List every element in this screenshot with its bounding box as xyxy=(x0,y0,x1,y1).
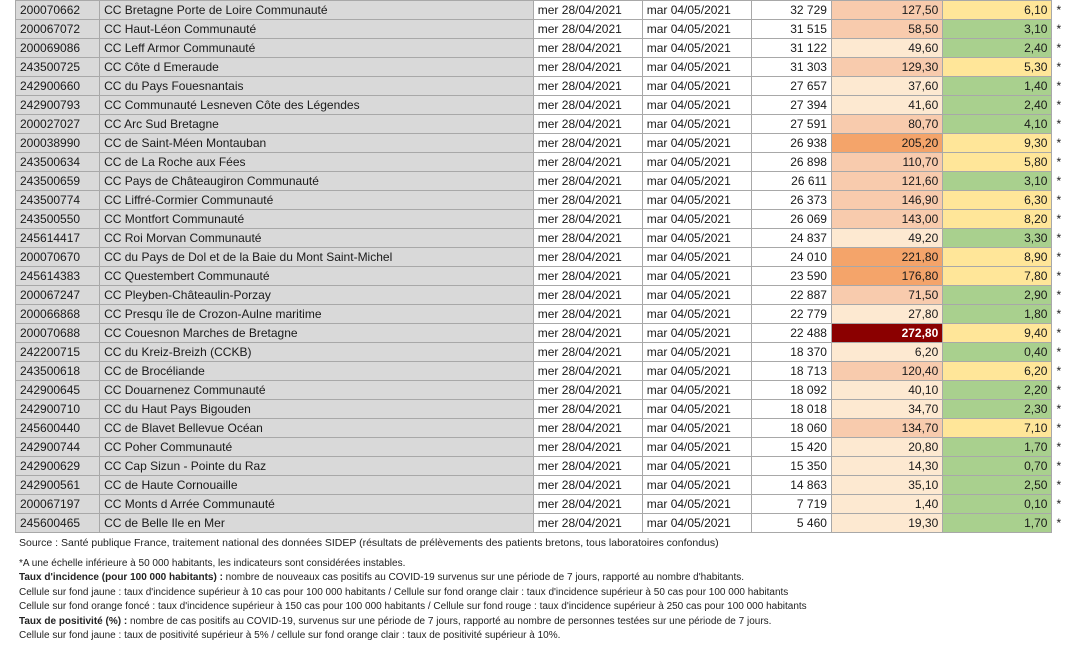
table-row xyxy=(16,248,1074,267)
epci-name-cell: CC du Haut Pays Bigouden xyxy=(100,400,534,419)
epci-code-cell: 243500774 xyxy=(16,191,100,210)
epci-code-cell: 200066868 xyxy=(16,305,100,324)
epci-name-cell: CC Arc Sud Bretagne xyxy=(100,115,534,134)
positivity-rate-cell: 7,80 xyxy=(943,267,1052,286)
start-date-cell: mer 28/04/2021 xyxy=(533,267,642,286)
table-row xyxy=(16,343,1074,362)
end-date-cell: mar 04/05/2021 xyxy=(642,476,751,495)
start-date-cell: mer 28/04/2021 xyxy=(533,229,642,248)
table-row xyxy=(16,210,1074,229)
incidence-rate-cell: 120,40 xyxy=(831,362,942,381)
epci-code-cell: 200038990 xyxy=(16,134,100,153)
positivity-rate-cell: 3,30 xyxy=(943,229,1052,248)
positivity-rate-cell: 0,10 xyxy=(943,495,1052,514)
start-date-cell: mer 28/04/2021 xyxy=(533,495,642,514)
incidence-rate-cell: 49,20 xyxy=(831,229,942,248)
positivity-rate-cell: 3,10 xyxy=(943,172,1052,191)
start-date-cell: mer 28/04/2021 xyxy=(533,400,642,419)
table-row xyxy=(16,267,1074,286)
end-date-cell: mar 04/05/2021 xyxy=(642,77,751,96)
instability-asterisk: * xyxy=(1056,136,1062,150)
incidence-rate-cell: 71,50 xyxy=(831,286,942,305)
asterisk-note: *A une échelle inférieure à 50 000 habitants, les indicateurs sont considérées instables. xyxy=(19,557,406,569)
instability-asterisk: * xyxy=(1056,155,1062,169)
epci-code-cell: 242900645 xyxy=(16,381,100,400)
end-date-cell: mar 04/05/2021 xyxy=(642,419,751,438)
instability-asterisk: * xyxy=(1056,212,1062,226)
epci-name-cell: CC de Belle Ile en Mer xyxy=(100,514,534,533)
epci-name-cell: CC Montfort Communauté xyxy=(100,210,534,229)
epci-name-cell: CC du Kreiz-Breizh (CCKB) xyxy=(100,343,534,362)
epci-name-cell: CC de Blavet Bellevue Océan xyxy=(100,419,534,438)
positivity-rate-cell: 3,10 xyxy=(943,20,1052,39)
incidence-rate-cell: 80,70 xyxy=(831,115,942,134)
start-date-cell: mer 28/04/2021 xyxy=(533,58,642,77)
end-date-cell: mar 04/05/2021 xyxy=(642,229,751,248)
end-date-cell: mar 04/05/2021 xyxy=(642,172,751,191)
positivity-rate-cell: 5,80 xyxy=(943,153,1052,172)
population-cell: 24 837 xyxy=(751,229,831,248)
end-date-cell: mar 04/05/2021 xyxy=(642,115,751,134)
start-date-cell: mer 28/04/2021 xyxy=(533,77,642,96)
end-date-cell: mar 04/05/2021 xyxy=(642,381,751,400)
epci-code-cell: 245600465 xyxy=(16,514,100,533)
positivity-rate-cell: 0,70 xyxy=(943,457,1052,476)
population-cell: 23 590 xyxy=(751,267,831,286)
start-date-cell: mer 28/04/2021 xyxy=(533,39,642,58)
incidence-rate-cell: 58,50 xyxy=(831,20,942,39)
epci-name-cell: CC Roi Morvan Communauté xyxy=(100,229,534,248)
instability-asterisk: * xyxy=(1056,402,1062,416)
positivity-rate-cell: 6,10 xyxy=(943,1,1052,20)
positivity-rate-cell: 5,30 xyxy=(943,58,1052,77)
epci-code-cell: 200027027 xyxy=(16,115,100,134)
instability-asterisk: * xyxy=(1056,345,1062,359)
end-date-cell: mar 04/05/2021 xyxy=(642,134,751,153)
table-row xyxy=(16,381,1074,400)
positivity-rate-cell: 9,30 xyxy=(943,134,1052,153)
instability-asterisk: * xyxy=(1056,497,1062,511)
end-date-cell: mar 04/05/2021 xyxy=(642,153,751,172)
incidence-rate-cell: 134,70 xyxy=(831,419,942,438)
start-date-cell: mer 28/04/2021 xyxy=(533,153,642,172)
population-cell: 14 863 xyxy=(751,476,831,495)
positivity-rate-cell: 8,20 xyxy=(943,210,1052,229)
incidence-rate-cell: 27,80 xyxy=(831,305,942,324)
table-row xyxy=(16,191,1074,210)
end-date-cell: mar 04/05/2021 xyxy=(642,343,751,362)
end-date-cell: mar 04/05/2021 xyxy=(642,58,751,77)
instability-asterisk: * xyxy=(1056,421,1062,435)
instability-asterisk: * xyxy=(1056,326,1062,340)
start-date-cell: mer 28/04/2021 xyxy=(533,457,642,476)
instability-asterisk: * xyxy=(1056,79,1062,93)
epci-name-cell: CC Pleyben-Châteaulin-Porzay xyxy=(100,286,534,305)
table-row xyxy=(16,286,1074,305)
table-row xyxy=(16,438,1074,457)
positivity-rate-cell: 2,20 xyxy=(943,381,1052,400)
epci-name-cell: CC du Pays de Dol et de la Baie du Mont Saint-Michel xyxy=(100,248,534,267)
instability-asterisk: * xyxy=(1056,22,1062,36)
incidence-rate-cell: 129,30 xyxy=(831,58,942,77)
population-cell: 32 729 xyxy=(751,1,831,20)
incidence-rate-cell: 205,20 xyxy=(831,134,942,153)
start-date-cell: mer 28/04/2021 xyxy=(533,381,642,400)
epci-name-cell: CC du Pays Fouesnantais xyxy=(100,77,534,96)
end-date-cell: mar 04/05/2021 xyxy=(642,457,751,476)
population-cell: 24 010 xyxy=(751,248,831,267)
incidence-rule-1: Cellule sur fond jaune : taux d'incidence supérieur à 10 cas pour 100 000 habitants / Cellule sur fond orange clair : taux d'incidence supérieur à 50 cas pour 100 000 habitants xyxy=(19,586,789,598)
positivity-rate-cell: 2,90 xyxy=(943,286,1052,305)
epci-name-cell: CC Haut-Léon Communauté xyxy=(100,20,534,39)
instability-asterisk: * xyxy=(1056,3,1062,17)
epci-name-cell: CC Presqu île de Crozon-Aulne maritime xyxy=(100,305,534,324)
epci-code-cell: 245614417 xyxy=(16,229,100,248)
start-date-cell: mer 28/04/2021 xyxy=(533,1,642,20)
start-date-cell: mer 28/04/2021 xyxy=(533,305,642,324)
epci-code-cell: 200070688 xyxy=(16,324,100,343)
table-row xyxy=(16,495,1074,514)
table-row xyxy=(16,1,1074,20)
positivity-rate-cell: 6,20 xyxy=(943,362,1052,381)
epci-code-cell: 243500634 xyxy=(16,153,100,172)
end-date-cell: mar 04/05/2021 xyxy=(642,305,751,324)
incidence-rate-cell: 110,70 xyxy=(831,153,942,172)
incidence-rate-cell: 40,10 xyxy=(831,381,942,400)
start-date-cell: mer 28/04/2021 xyxy=(533,96,642,115)
instability-asterisk: * xyxy=(1056,307,1062,321)
start-date-cell: mer 28/04/2021 xyxy=(533,115,642,134)
start-date-cell: mer 28/04/2021 xyxy=(533,419,642,438)
start-date-cell: mer 28/04/2021 xyxy=(533,286,642,305)
epci-code-cell: 243500659 xyxy=(16,172,100,191)
population-cell: 26 373 xyxy=(751,191,831,210)
table-row xyxy=(16,20,1074,39)
incidence-rate-cell: 37,60 xyxy=(831,77,942,96)
epci-code-cell: 200070670 xyxy=(16,248,100,267)
table-row xyxy=(16,58,1074,77)
epci-code-cell: 243500725 xyxy=(16,58,100,77)
positivity-rate-cell: 2,40 xyxy=(943,96,1052,115)
population-cell: 27 591 xyxy=(751,115,831,134)
start-date-cell: mer 28/04/2021 xyxy=(533,343,642,362)
epci-indicators-table xyxy=(15,0,1074,533)
instability-asterisk: * xyxy=(1056,117,1062,131)
positivity-rate-cell: 2,50 xyxy=(943,476,1052,495)
epci-code-cell: 200067197 xyxy=(16,495,100,514)
end-date-cell: mar 04/05/2021 xyxy=(642,362,751,381)
instability-asterisk: * xyxy=(1056,478,1062,492)
table-row xyxy=(16,134,1074,153)
population-cell: 26 611 xyxy=(751,172,831,191)
instability-asterisk: * xyxy=(1056,60,1062,74)
epci-name-cell: CC Côte d Emeraude xyxy=(100,58,534,77)
incidence-rate-cell: 34,70 xyxy=(831,400,942,419)
positivity-rate-cell: 7,10 xyxy=(943,419,1052,438)
start-date-cell: mer 28/04/2021 xyxy=(533,210,642,229)
population-cell: 18 370 xyxy=(751,343,831,362)
population-cell: 18 713 xyxy=(751,362,831,381)
epci-code-cell: 200067072 xyxy=(16,20,100,39)
end-date-cell: mar 04/05/2021 xyxy=(642,324,751,343)
population-cell: 27 394 xyxy=(751,96,831,115)
incidence-definition xyxy=(19,571,807,586)
epci-code-cell: 243500550 xyxy=(16,210,100,229)
positivity-rate-cell: 8,90 xyxy=(943,248,1052,267)
end-date-cell: mar 04/05/2021 xyxy=(642,438,751,457)
end-date-cell: mar 04/05/2021 xyxy=(642,286,751,305)
table-row xyxy=(16,457,1074,476)
incidence-text: nombre de nouveaux cas positifs au COVID-19 survenus sur une période de 7 jours, rapporté au nombre d'habitants. xyxy=(222,572,745,583)
epci-code-cell: 245614383 xyxy=(16,267,100,286)
population-cell: 31 122 xyxy=(751,39,831,58)
incidence-title: Taux d'incidence (pour 100 000 habitants) : xyxy=(19,572,223,583)
positivity-rate-cell: 2,40 xyxy=(943,39,1052,58)
table-row xyxy=(16,362,1074,381)
positivity-text: nombre de cas positifs au COVID-19, survenus sur une période de 7 jours, rapporté au nombre de personnes testées sur une période de 7 jours. xyxy=(127,615,772,627)
end-date-cell: mar 04/05/2021 xyxy=(642,210,751,229)
incidence-rate-cell: 221,80 xyxy=(831,248,942,267)
incidence-rate-cell: 1,40 xyxy=(831,495,942,514)
start-date-cell: mer 28/04/2021 xyxy=(533,134,642,153)
epci-code-cell: 242900793 xyxy=(16,96,100,115)
instability-asterisk: * xyxy=(1056,193,1062,207)
table-row xyxy=(16,172,1074,191)
epci-code-cell: 242900629 xyxy=(16,457,100,476)
incidence-rate-cell: 127,50 xyxy=(831,1,942,20)
incidence-rate-cell: 49,60 xyxy=(831,39,942,58)
incidence-rate-cell: 35,10 xyxy=(831,476,942,495)
end-date-cell: mar 04/05/2021 xyxy=(642,39,751,58)
epci-code-cell: 243500618 xyxy=(16,362,100,381)
epci-name-cell: CC Questembert Communauté xyxy=(100,267,534,286)
instability-asterisk: * xyxy=(1056,459,1062,473)
positivity-rate-cell: 1,40 xyxy=(943,77,1052,96)
positivity-rate-cell: 1,70 xyxy=(943,514,1052,533)
table-row xyxy=(16,400,1074,419)
population-cell: 22 887 xyxy=(751,286,831,305)
incidence-rate-cell: 20,80 xyxy=(831,438,942,457)
table-row xyxy=(16,476,1074,495)
table-row xyxy=(16,419,1074,438)
incidence-rate-cell: 272,80 xyxy=(831,324,942,343)
positivity-definition xyxy=(19,615,807,630)
epci-name-cell: CC Couesnon Marches de Bretagne xyxy=(100,324,534,343)
start-date-cell: mer 28/04/2021 xyxy=(533,362,642,381)
epci-name-cell: CC Monts d Arrée Communauté xyxy=(100,495,534,514)
incidence-rate-cell: 121,60 xyxy=(831,172,942,191)
positivity-rate-cell: 9,40 xyxy=(943,324,1052,343)
instability-asterisk: * xyxy=(1056,288,1062,302)
instability-asterisk: * xyxy=(1056,231,1062,245)
table-row xyxy=(16,305,1074,324)
population-cell: 26 898 xyxy=(751,153,831,172)
epci-name-cell: CC de Saint-Méen Montauban xyxy=(100,134,534,153)
end-date-cell: mar 04/05/2021 xyxy=(642,191,751,210)
population-cell: 22 779 xyxy=(751,305,831,324)
population-cell: 15 350 xyxy=(751,457,831,476)
instability-asterisk: * xyxy=(1056,440,1062,454)
instability-asterisk: * xyxy=(1056,250,1062,264)
epci-name-cell: CC Douarnenez Communauté xyxy=(100,381,534,400)
incidence-rate-cell: 146,90 xyxy=(831,191,942,210)
positivity-rate-cell: 6,30 xyxy=(943,191,1052,210)
epci-name-cell: CC Liffré-Cormier Communauté xyxy=(100,191,534,210)
population-cell: 5 460 xyxy=(751,514,831,533)
incidence-rate-cell: 41,60 xyxy=(831,96,942,115)
instability-asterisk: * xyxy=(1056,516,1062,530)
epci-name-cell: CC Cap Sizun - Pointe du Raz xyxy=(100,457,534,476)
start-date-cell: mer 28/04/2021 xyxy=(533,324,642,343)
start-date-cell: mer 28/04/2021 xyxy=(533,438,642,457)
instability-asterisk: * xyxy=(1056,98,1062,112)
incidence-rate-cell: 176,80 xyxy=(831,267,942,286)
table-row xyxy=(16,96,1074,115)
population-cell: 26 938 xyxy=(751,134,831,153)
instability-asterisk: * xyxy=(1056,41,1062,55)
positivity-title: Taux de positivité (%) : xyxy=(19,615,128,627)
epci-code-cell: 242200715 xyxy=(16,343,100,362)
incidence-rate-cell: 14,30 xyxy=(831,457,942,476)
end-date-cell: mar 04/05/2021 xyxy=(642,267,751,286)
population-cell: 18 092 xyxy=(751,381,831,400)
epci-code-cell: 200069086 xyxy=(16,39,100,58)
epci-code-cell: 245600440 xyxy=(16,419,100,438)
population-cell: 18 060 xyxy=(751,419,831,438)
epci-name-cell: CC Pays de Châteaugiron Communauté xyxy=(100,172,534,191)
positivity-rate-cell: 0,40 xyxy=(943,343,1052,362)
epci-name-cell: CC Bretagne Porte de Loire Communauté xyxy=(100,1,534,20)
positivity-rate-cell: 2,30 xyxy=(943,400,1052,419)
table-row xyxy=(16,153,1074,172)
epci-name-cell: CC Leff Armor Communauté xyxy=(100,39,534,58)
epci-code-cell: 200070662 xyxy=(16,1,100,20)
end-date-cell: mar 04/05/2021 xyxy=(642,495,751,514)
table-row xyxy=(16,115,1074,134)
population-cell: 31 515 xyxy=(751,20,831,39)
epci-code-cell: 242900744 xyxy=(16,438,100,457)
table-row xyxy=(16,514,1074,533)
instability-asterisk: * xyxy=(1056,383,1062,397)
population-cell: 22 488 xyxy=(751,324,831,343)
population-cell: 7 719 xyxy=(751,495,831,514)
epci-code-cell: 242900710 xyxy=(16,400,100,419)
epci-name-cell: CC Poher Communauté xyxy=(100,438,534,457)
incidence-rate-cell: 19,30 xyxy=(831,514,942,533)
instability-asterisk: * xyxy=(1056,269,1062,283)
table-row xyxy=(16,324,1074,343)
positivity-rate-cell: 1,70 xyxy=(943,438,1052,457)
table-row xyxy=(16,229,1074,248)
start-date-cell: mer 28/04/2021 xyxy=(533,476,642,495)
end-date-cell: mar 04/05/2021 xyxy=(642,248,751,267)
positivity-rule: Cellule sur fond jaune : taux de positivité supérieur à 5% / cellule sur fond orange clair : taux de positivité supérieur à 10%. xyxy=(19,630,561,641)
population-cell: 26 069 xyxy=(751,210,831,229)
epci-code-cell: 200067247 xyxy=(16,286,100,305)
population-cell: 27 657 xyxy=(751,77,831,96)
end-date-cell: mar 04/05/2021 xyxy=(642,1,751,20)
instability-asterisk: * xyxy=(1056,364,1062,378)
table-notes xyxy=(19,536,807,644)
end-date-cell: mar 04/05/2021 xyxy=(642,514,751,533)
population-cell: 31 303 xyxy=(751,58,831,77)
population-cell: 18 018 xyxy=(751,400,831,419)
end-date-cell: mar 04/05/2021 xyxy=(642,20,751,39)
epci-name-cell: CC de Brocéliande xyxy=(100,362,534,381)
end-date-cell: mar 04/05/2021 xyxy=(642,400,751,419)
start-date-cell: mer 28/04/2021 xyxy=(533,191,642,210)
positivity-rate-cell: 1,80 xyxy=(943,305,1052,324)
epci-code-cell: 242900660 xyxy=(16,77,100,96)
incidence-rate-cell: 6,20 xyxy=(831,343,942,362)
start-date-cell: mer 28/04/2021 xyxy=(533,172,642,191)
epci-code-cell: 242900561 xyxy=(16,476,100,495)
incidence-rule-2: Cellule sur fond orange foncé : taux d'incidence supérieur à 150 cas pour 100 000 habitants / Cellule sur fond rouge : taux d'incidence supérieur à 250 cas pour 100 000 habitants xyxy=(19,601,807,612)
table-row xyxy=(16,39,1074,58)
positivity-rate-cell: 4,10 xyxy=(943,115,1052,134)
population-cell: 15 420 xyxy=(751,438,831,457)
epci-name-cell: CC de Haute Cornouaille xyxy=(100,476,534,495)
epci-name-cell: CC Communauté Lesneven Côte des Légendes xyxy=(100,96,534,115)
epci-name-cell: CC de La Roche aux Fées xyxy=(100,153,534,172)
start-date-cell: mer 28/04/2021 xyxy=(533,514,642,533)
instability-asterisk: * xyxy=(1056,174,1062,188)
source-note: Source : Santé publique France, traitement national des données SIDEP (résultats de prélèvements des patients bretons, tous laboratoires confondus) xyxy=(19,537,719,549)
incidence-rate-cell: 143,00 xyxy=(831,210,942,229)
start-date-cell: mer 28/04/2021 xyxy=(533,20,642,39)
end-date-cell: mar 04/05/2021 xyxy=(642,96,751,115)
table-row xyxy=(16,77,1074,96)
start-date-cell: mer 28/04/2021 xyxy=(533,248,642,267)
